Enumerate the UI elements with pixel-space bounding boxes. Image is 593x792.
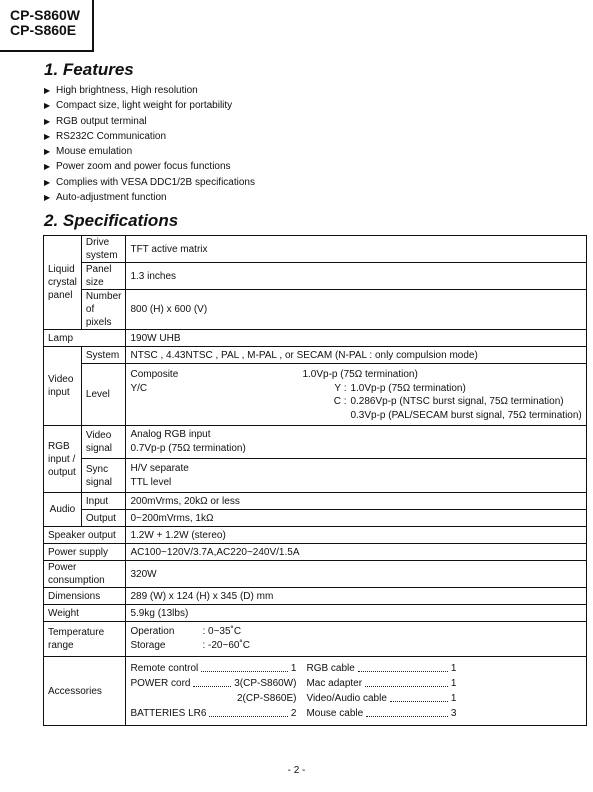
feature-item: ▶ High brightness, High resolution bbox=[44, 83, 255, 98]
table-row bbox=[44, 544, 587, 561]
list-item: BATTERIES LR6 2 bbox=[130, 708, 297, 719]
power-consumption-value: 320W bbox=[126, 561, 586, 588]
table-row bbox=[44, 527, 587, 544]
audio-label: Audio bbox=[44, 493, 82, 527]
video-level-label: Level bbox=[81, 364, 126, 426]
bullet-arrow-icon: ▶ bbox=[44, 116, 51, 126]
model-name-e: CP-S860E bbox=[10, 22, 77, 38]
panel-size-label: Panel size bbox=[81, 263, 126, 290]
rgb-video-signal-value: Analog RGB input 0.7Vp-p (75Ω termination) bbox=[126, 426, 586, 459]
audio-input-value: 200mVrms, 20kΩ or less bbox=[126, 493, 586, 510]
table-row bbox=[44, 330, 587, 347]
audio-input-label: Input bbox=[81, 493, 126, 510]
accessories-value bbox=[126, 657, 586, 726]
specifications-table bbox=[43, 235, 587, 726]
audio-output-label: Output bbox=[81, 510, 126, 527]
list-item: Video/Audio cable 1 bbox=[306, 693, 457, 704]
table-row bbox=[44, 622, 587, 657]
temperature-value: Operation : 0~35˚C Storage : -20~60˚C bbox=[126, 622, 586, 657]
accessories-label: Accessories bbox=[44, 657, 126, 726]
bullet-arrow-icon: ▶ bbox=[44, 131, 51, 141]
list-item: POWER cord 3(CP-S860W) bbox=[130, 678, 297, 689]
bullet-arrow-icon: ▶ bbox=[44, 177, 51, 187]
composite-label: Composite bbox=[130, 369, 179, 380]
pixels-value: 800 (H) x 600 (V) bbox=[126, 290, 586, 330]
table-row bbox=[44, 588, 587, 605]
power-supply-value: AC100~120V/3.7A,AC220~240V/1.5A bbox=[126, 544, 586, 561]
table-row bbox=[44, 364, 587, 426]
table-row bbox=[44, 510, 587, 527]
bullet-arrow-icon: ▶ bbox=[44, 101, 51, 111]
y-prefix: Y : bbox=[334, 382, 347, 394]
features-heading: 1. Features bbox=[44, 60, 134, 79]
lcd-label: Liquid crystal panel bbox=[44, 236, 82, 330]
list-item: Mac adapter 1 bbox=[306, 678, 457, 689]
bullet-arrow-icon: ▶ bbox=[44, 147, 51, 157]
panel-size-value: 1.3 inches bbox=[126, 263, 586, 290]
c-value-pal: 0.3Vp-p (PAL/SECAM burst signal, 75Ω termination) bbox=[350, 409, 582, 421]
bullet-arrow-icon: ▶ bbox=[44, 162, 51, 172]
speaker-label: Speaker output bbox=[44, 527, 126, 544]
list-item: RGB cable 1 bbox=[306, 663, 457, 674]
sync-signal-value: H/V separate TTL level bbox=[126, 459, 586, 493]
rgb-label: RGB input / output bbox=[44, 426, 82, 493]
video-input-label: Video input bbox=[44, 347, 82, 426]
specifications-heading: 2. Specifications bbox=[44, 211, 179, 230]
model-header-box bbox=[0, 0, 94, 52]
weight-label: Weight bbox=[44, 605, 126, 622]
video-level-value bbox=[126, 364, 586, 426]
table-row bbox=[44, 561, 587, 588]
rgb-video-signal-label: Video signal bbox=[81, 426, 126, 459]
sync-signal-label: Sync signal bbox=[81, 459, 126, 493]
table-row bbox=[44, 290, 587, 330]
model-name-w: CP-S860W bbox=[10, 7, 81, 23]
video-system-value: NTSC , 4.43NTSC , PAL , M-PAL , or SECAM (N-PAL : only compulsion mode) bbox=[126, 347, 586, 364]
c-value-ntsc: 0.286Vp-p (NTSC burst signal, 75Ω termination) bbox=[350, 396, 564, 407]
table-row bbox=[44, 236, 587, 263]
drive-system-label: Drive system bbox=[81, 236, 126, 263]
list-item: Remote control 1 bbox=[130, 663, 297, 674]
feature-item: ▶ Auto-adjustment function bbox=[44, 190, 255, 205]
dimensions-value: 289 (W) x 124 (H) x 345 (D) mm bbox=[126, 588, 586, 605]
speaker-value: 1.2W + 1.2W (stereo) bbox=[126, 527, 586, 544]
temperature-label: Temperature range bbox=[44, 622, 126, 657]
dimensions-label: Dimensions bbox=[44, 588, 126, 605]
yc-label: Y/C bbox=[130, 382, 148, 394]
video-system-label: System bbox=[81, 347, 126, 364]
lamp-label: Lamp bbox=[44, 330, 126, 347]
table-row bbox=[44, 493, 587, 510]
list-item: 2(CP-S860E) bbox=[237, 693, 297, 704]
table-row bbox=[44, 347, 587, 364]
lamp-value: 190W UHB bbox=[126, 330, 586, 347]
weight-value: 5.9kg (13lbs) bbox=[126, 605, 586, 622]
page-number: - 2 - bbox=[287, 765, 306, 776]
table-row bbox=[44, 426, 587, 459]
power-consumption-label: Power consumption bbox=[44, 561, 126, 588]
pixels-label: Number of pixels bbox=[81, 290, 126, 330]
feature-item: ▶ RS232C Communication bbox=[44, 129, 255, 144]
feature-item: ▶ Power zoom and power focus functions bbox=[44, 159, 255, 174]
feature-item: ▶ Complies with VESA DDC1/2B specifications bbox=[44, 175, 255, 190]
feature-item: ▶ RGB output terminal bbox=[44, 114, 255, 129]
feature-item: ▶ Mouse emulation bbox=[44, 144, 255, 159]
composite-value: 1.0Vp-p (75Ω termination) bbox=[302, 369, 418, 380]
list-item: Mouse cable 3 bbox=[306, 708, 457, 719]
feature-item: ▶ Compact size, light weight for portability bbox=[44, 98, 255, 113]
audio-output-value: 0~200mVrms, 1kΩ bbox=[126, 510, 586, 527]
bullet-arrow-icon: ▶ bbox=[44, 193, 51, 203]
drive-system-value: TFT active matrix bbox=[126, 236, 586, 263]
power-supply-label: Power supply bbox=[44, 544, 126, 561]
table-row bbox=[44, 657, 587, 726]
bullet-arrow-icon: ▶ bbox=[44, 86, 51, 95]
features-list bbox=[44, 83, 255, 205]
table-row bbox=[44, 605, 587, 622]
y-value: 1.0Vp-p (75Ω termination) bbox=[350, 382, 466, 394]
table-row bbox=[44, 263, 587, 290]
table-row bbox=[44, 459, 587, 493]
c-prefix: C : bbox=[333, 396, 347, 407]
